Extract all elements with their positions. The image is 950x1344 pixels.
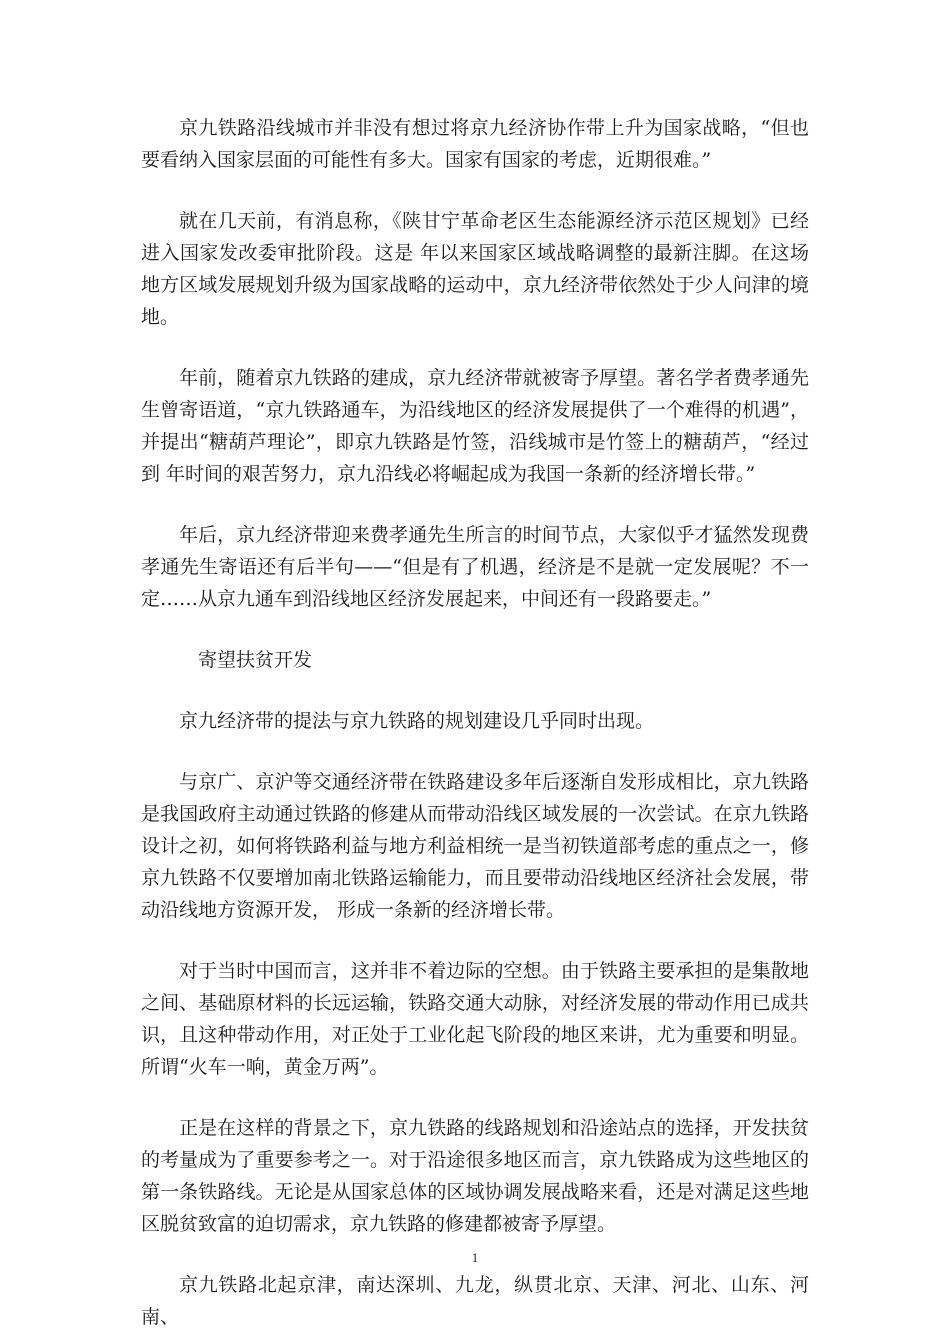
- section-heading: 寄望扶贫开发: [198, 649, 313, 671]
- document-body: [141, 112, 809, 1333]
- page-number: 1: [471, 1250, 479, 1265]
- paragraph-4: 年后，京九经济带迎来费孝通先生所言的时间节点，大家似乎才猛然发现费孝通先生寄语还有后半句——“但是有了机遇，经济是不是就一定发展呢？不一定……从京九通车到沿线地区经济发展起来，中间还有一段路要走。”: [141, 524, 809, 610]
- paragraph-1: 京九铁路沿线城市并非没有想过将京九经济协作带上升为国家战略，“但也要看纳入国家层面的可能性有多大。国家有国家的考虑，近期很难。”: [141, 117, 809, 171]
- paragraph-8: 正是在这样的背景之下，京九铁路的线路规划和沿途站点的选择，开发扶贫的考量成为了重要参考之一。对于沿途很多地区而言，京九铁路成为这些地区的第一条铁路线。无论是从国家总体的区域协调发展战略来看，还是对满足这些地区脱贫致富的迫切需求，京九铁路的修建都被寄予厚望。: [141, 1117, 809, 1235]
- paragraph-5: 京九经济带的提法与京九铁路的规划建设几乎同时出现。: [179, 710, 655, 732]
- paragraph-2: 就在几天前，有消息称，《陕甘宁革命老区生态能源经济示范区规划》已经进入国家发改委审批阶段。这是 年以来国家区域战略调整的最新注脚。在这场地方区域发展规划升级为国家战略的运动中，京九经济带依然处于少人问津的境地。: [141, 210, 809, 328]
- paragraph-3: 年前，随着京九铁路的建成，京九经济带就被寄予厚望。著名学者费孝通先生曾寄语道，“京九铁路通车，为沿线地区的经济发展提供了一个难得的机遇”，并提出“糖葫芦理论”，即京九铁路是竹签，沿线城市是竹签上的糖葫芦，“经过 到 年时间的艰苦努力，京九沿线必将崛起成为我国一条新的经济增长带。”: [141, 367, 809, 485]
- paragraph-6: 与京广、京沪等交通经济带在铁路建设多年后逐渐自发形成相比，京九铁路是我国政府主动通过铁路的修建从而带动沿线区域发展的一次尝试。在京九铁路设计之初，如何将铁路利益与地方利益相统一是当初铁道部考虑的重点之一，修京九铁路不仅要增加南北铁路运输能力，而且要带动沿线地区经济社会发展，带动沿线地方资源开发， 形成一条新的经济增长带。: [141, 771, 809, 921]
- paragraph-7: 对于当时中国而言，这并非不着边际的空想。由于铁路主要承担的是集散地之间、基础原材料的长远运输，铁路交通大动脉，对经济发展的带动作用已成共识，且这种带动作用，对正处于工业化起飞阶段的地区来讲，尤为重要和明显。所谓“火车一响，黄金万两”。: [141, 960, 809, 1078]
- paragraph-9: 京九铁路北起京津，南达深圳、九龙，纵贯北京、天津、河北、山东、河南、: [141, 1274, 809, 1328]
